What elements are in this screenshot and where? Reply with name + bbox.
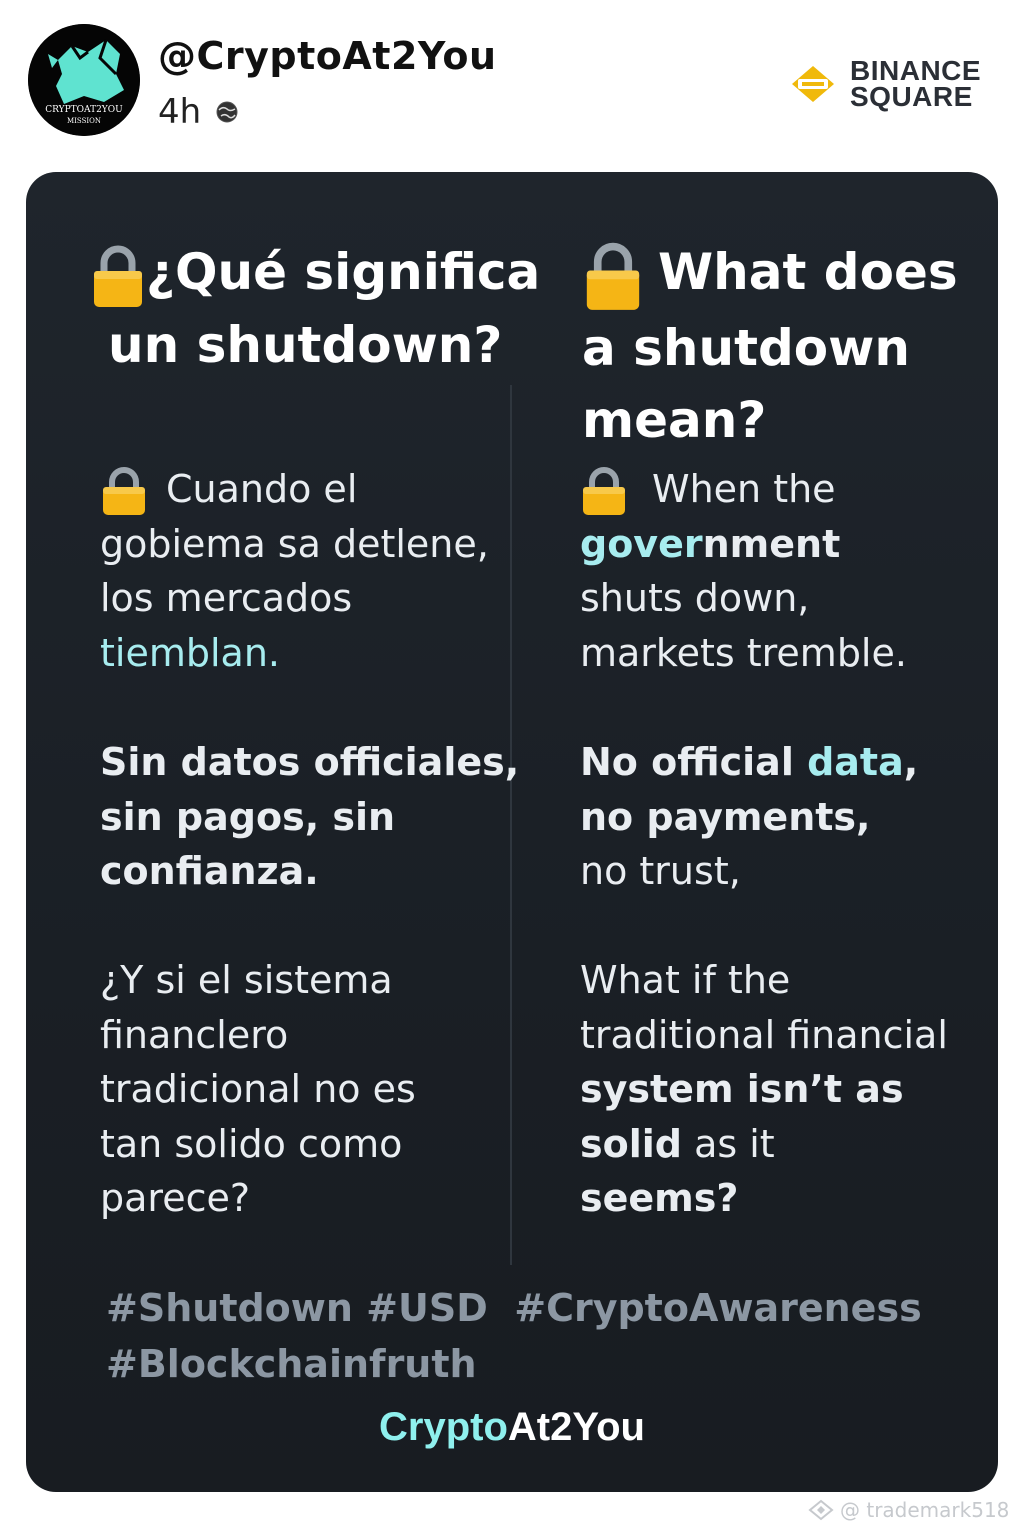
binance-diamond-icon <box>790 64 836 104</box>
right-p3-line-2: traditional financial <box>580 1012 948 1057</box>
post-meta <box>158 92 239 132</box>
left-p3-line-3: tradicional no es <box>100 1067 416 1111</box>
left-p1-line-3: los mercados <box>100 576 353 620</box>
lock-icon <box>100 467 148 517</box>
footer-brand <box>0 1405 1024 1450</box>
avatar-logo-icon <box>28 24 140 136</box>
left-title-line-2: un shutdown? <box>108 315 503 374</box>
right-p2-line-1-b: , <box>903 740 919 784</box>
right-p1-line-2-rest: nment <box>702 521 841 566</box>
post-header <box>0 0 1024 160</box>
post-time: 4h <box>158 92 202 132</box>
hashtags <box>106 1280 922 1392</box>
hashtags-line-1[interactable]: #Shutdown #USD #CryptoAwareness <box>106 1286 922 1330</box>
avatar-text-bottom: MISSION <box>66 117 102 125</box>
globe-icon <box>215 100 239 124</box>
right-p1-line-2 <box>580 517 907 572</box>
binance-square-logo[interactable] <box>790 55 982 112</box>
right-p3-line-1: What if the <box>580 958 791 1002</box>
right-p1-line-1: When the <box>652 467 836 511</box>
watermark-text: @ trademark518 <box>840 1498 1010 1522</box>
right-title <box>582 236 958 456</box>
left-p1-line-2: gobiema sa detlene, <box>100 521 489 566</box>
right-p2-line-1-a: No official <box>580 740 808 784</box>
right-paragraph-3 <box>580 953 948 1226</box>
brand-text <box>850 55 982 112</box>
left-p3-line-1: ¿Y si el sistema <box>100 958 393 1002</box>
right-p3-line-5: seems? <box>580 1176 739 1220</box>
right-paragraph-1 <box>580 462 907 680</box>
left-p3-line-5: parece? <box>100 1176 251 1220</box>
brand-line-1: BINANCE <box>850 55 982 86</box>
avatar[interactable] <box>28 24 140 136</box>
lock-icon <box>90 243 146 309</box>
author-handle[interactable]: @CryptoAt2You <box>158 34 497 78</box>
footer-brand-accent: Crypto <box>379 1405 508 1449</box>
right-p2-line-2: no payments, <box>580 794 871 839</box>
left-p1-line-4: tiemblan. <box>100 630 280 675</box>
left-p2-line-1: Sin datos officiales, <box>100 740 520 784</box>
lock-icon <box>582 240 644 312</box>
right-p3-line-4-a: solid <box>580 1121 682 1166</box>
right-p3-line-3: system isn’t as <box>580 1067 904 1111</box>
right-p2-line-1 <box>580 735 918 790</box>
right-p2-line-1-highlight: data <box>807 740 904 784</box>
right-p1-line-4: markets tremble. <box>580 630 907 675</box>
binance-watermark-icon <box>808 1499 834 1521</box>
watermark <box>808 1498 1009 1522</box>
right-p1-line-2-highlight: gover <box>580 521 703 566</box>
hashtags-line-2[interactable]: #Blockchainfruth <box>106 1342 477 1386</box>
left-title-line-1: ¿Qué significa <box>146 243 541 301</box>
left-p1-line-1: Cuando el <box>166 467 358 511</box>
left-p3-line-2: financlero <box>100 1012 289 1057</box>
left-paragraph-3 <box>100 953 416 1226</box>
left-p2-line-2: sin pagos, sin <box>100 794 396 839</box>
brand-line-2: SQUARE <box>850 81 973 112</box>
right-paragraph-2 <box>580 735 918 899</box>
left-paragraph-2 <box>100 735 519 899</box>
left-paragraph-1 <box>100 462 489 680</box>
left-title <box>90 236 540 381</box>
right-p3-line-4 <box>580 1117 948 1172</box>
footer-brand-rest: At2You <box>507 1405 645 1449</box>
right-title-line-3: mean? <box>582 390 767 449</box>
right-p3-line-4-b: as it <box>681 1121 775 1166</box>
lock-icon <box>580 467 628 517</box>
left-p2-line-3: confianza. <box>100 849 319 893</box>
right-p2-line-3: no trust, <box>580 849 741 893</box>
right-title-line-1: What does <box>658 243 958 301</box>
right-title-line-2: a shutdown <box>582 318 910 377</box>
left-p3-line-4: tan solido como <box>100 1121 403 1166</box>
avatar-text-top: CRYPTOAT2YOU <box>45 105 123 115</box>
right-p1-line-3: shuts down, <box>580 576 810 620</box>
